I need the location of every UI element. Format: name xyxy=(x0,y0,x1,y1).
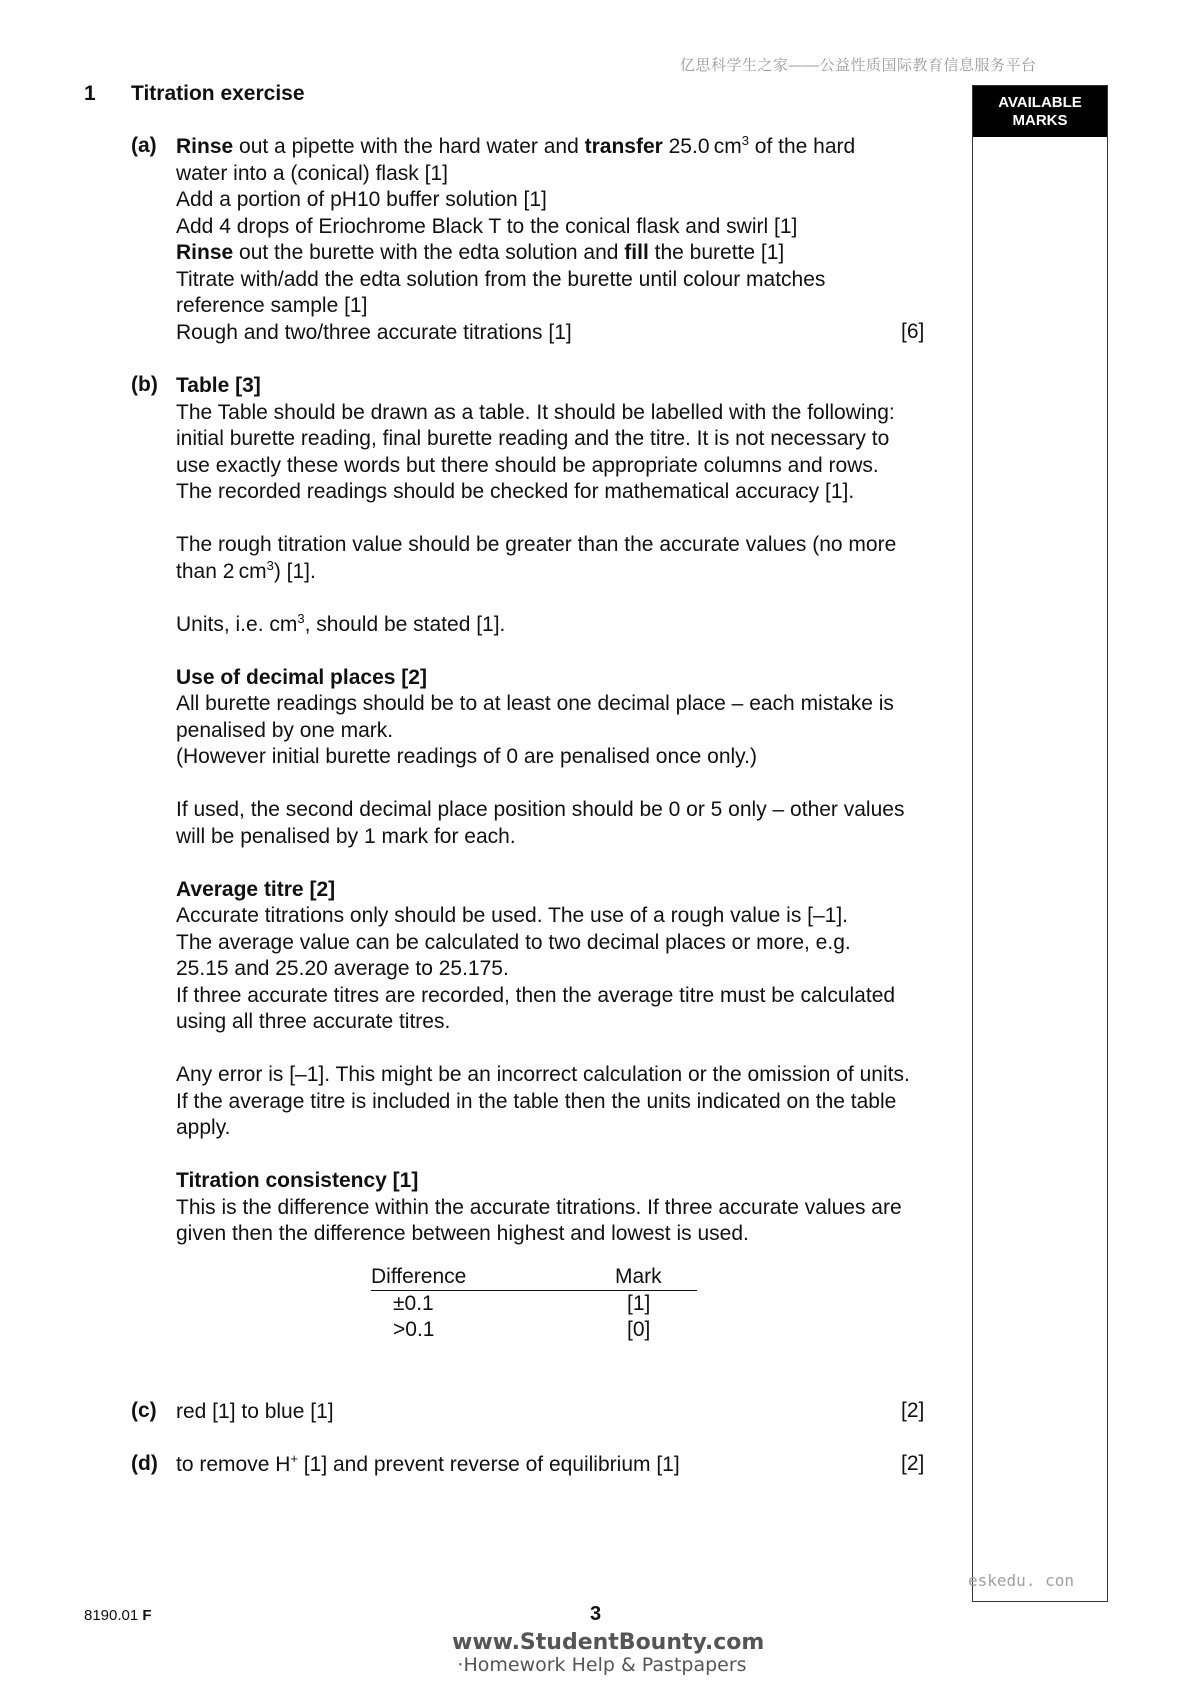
difference-mark-table xyxy=(371,1264,697,1343)
part-a-content: Rinse out a pipette with the hard water and transfer 25.0 $cm^3$ of the hard water into a (conical) flask [1] Add a portion of pH10 buffer solution [1] Add 4 drops of Eriochrome Black T to the conical flask and swirl [1] Rinse out the burette with the edta solution and fill the burette [1] Titrate with/add the edta solution from the burette until colour matches reference sample [1] Rough and two/three accurate titrations [1] xyxy=(176,133,856,344)
part-a-mark: [6] xyxy=(901,320,925,343)
table-header: Mark xyxy=(615,1264,697,1291)
available-marks-header: AVAILABLE MARKS xyxy=(973,86,1107,137)
question-number: 1 xyxy=(84,82,96,105)
part-d-text: to remove H+ [1] and prevent reverse of equilibrium [1] xyxy=(176,1451,680,1476)
table-row: ±0.1 [1] xyxy=(393,1292,651,1315)
part-c-label: (c) xyxy=(131,1399,157,1422)
question-title: Titration exercise xyxy=(131,82,305,105)
page-number: 3 xyxy=(590,1603,602,1625)
part-d-label: (d) xyxy=(131,1452,158,1475)
part-a-label: (a) xyxy=(131,134,157,157)
part-b-content: Table [3] The Table should be drawn as a table. It should be labelled with the following: initial burette reading, final burette reading and the titre. It is not necessary to use exactly these words but there should be appropriate columns and rows. The recorded readings should be checked for mathematical accuracy [1]. The rough titration value should be greater than the accurate values (no more than 2 $cm^3$) [1]. Units, i.e. $cm^3$, should be stated [1]. Use of decimal places [2] All burette readings should be to at least one decimal place – each mistake is penalised by one mark. (However initial burette readings of 0 are penalised once only.) If used, the second decimal place position should be 0 or 5 only – other values will be penalised by 1 mark for each. Average titre [2] Accurate titrations only should be used. The use of a rough value is [–1]. The average value can be calculated to two decimal places or more, e.g. 25.15 and 25.20 average to 25.175. If three accurate titres are recorded, then the average titre must be calculated using all three accurate titres. Any error is [–1]. This might be an incorrect calculation or the omission of units. If the average titre is included in the table then the units indicated on the table apply. Titration consistency [1] This is the difference within the accurate titrations. If three accurate values are given then the difference between highest and lowest is used. xyxy=(176,373,946,1248)
part-c-mark: [2] xyxy=(901,1399,925,1422)
header-watermark: 亿思科学生之家——公益性质国际教育信息服务平台 xyxy=(680,57,1037,74)
studentbounty-logo[interactable]: www.StudentBounty.com ·Homework Help & Pastpapers xyxy=(452,1630,765,1676)
paper-code: 8190.01 F xyxy=(84,1607,152,1624)
part-c-text: red [1] to blue [1] xyxy=(176,1400,334,1423)
part-b-label: (b) xyxy=(131,373,158,396)
part-d-mark: [2] xyxy=(901,1452,925,1475)
decimal-places-heading: Use of decimal places [2] xyxy=(176,665,427,689)
titration-consistency-heading: Titration consistency [1] xyxy=(176,1169,419,1192)
table-header: Difference xyxy=(371,1264,615,1291)
footer-watermark: eskedu. con xyxy=(968,1571,1074,1590)
average-titre-heading: Average titre [2] xyxy=(176,877,336,901)
available-marks-column xyxy=(972,85,1108,1602)
table-row: >0.1 [0] xyxy=(393,1318,651,1341)
table-heading: Table [3] xyxy=(176,374,261,397)
